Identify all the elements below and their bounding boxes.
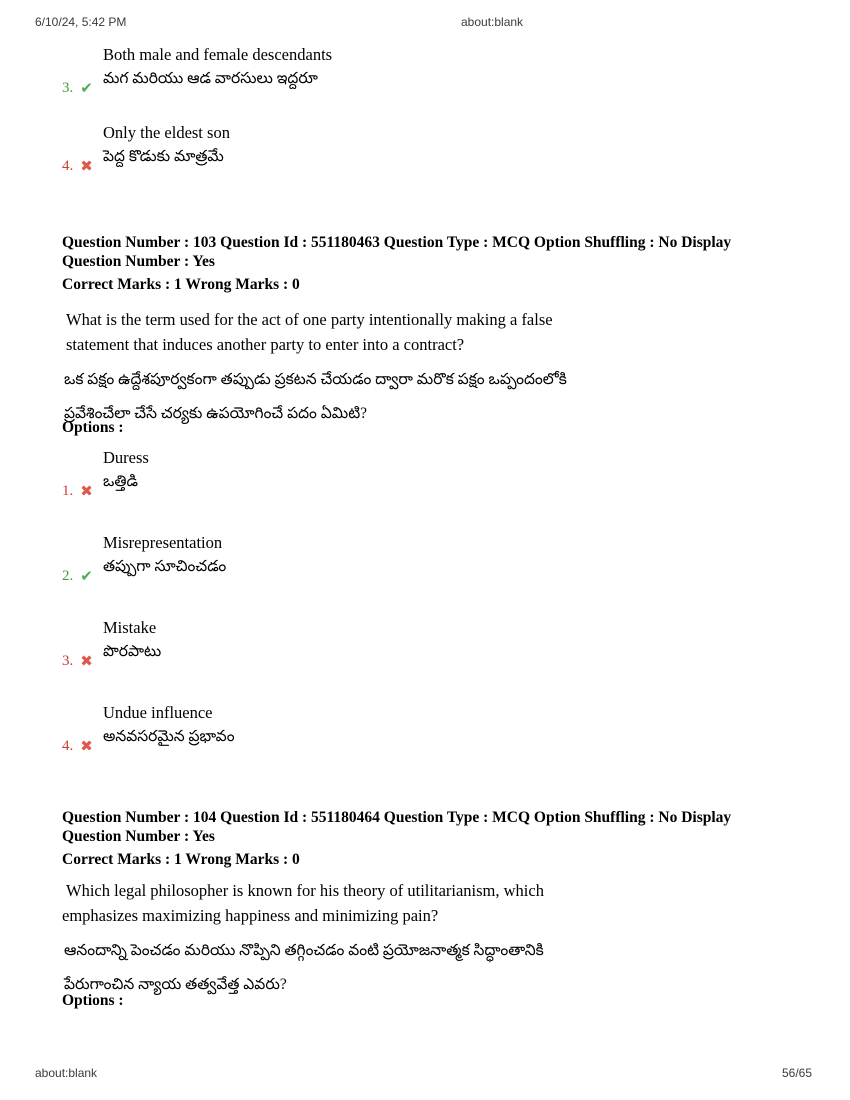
question-english-line2: emphasizes maximizing happiness and minimizing pain? (62, 906, 439, 925)
option-text-telugu: పెద్ద కొడుకు మాత్రమే (103, 148, 224, 165)
question-english-line1: Which legal philosopher is known for his theory of utilitarianism, which (66, 881, 544, 900)
question-english-line2: statement that induces another party to enter into a contract? (66, 335, 465, 354)
option-text-english: Misrepresentation (103, 533, 223, 552)
option-number: 1. (62, 483, 74, 499)
option-text (103, 532, 812, 579)
option-label (62, 738, 103, 755)
option-text-telugu: ఒత్తిడి (103, 473, 138, 490)
option-number: 3. (62, 653, 74, 669)
question-104-meta (62, 809, 812, 870)
wrong-cross-icon: ✖ (80, 652, 93, 670)
question-104-text (62, 878, 812, 996)
question-meta-line1: Question Number : 103 Question Id : 551180463 Question Type : MCQ Option Shuffling : No Display (62, 234, 732, 251)
question-103-meta (62, 234, 812, 295)
question-marks-line: Correct Marks : 1 Wrong Marks : 0 (62, 276, 300, 293)
option-number: 2. (62, 568, 74, 584)
footer-page-number: 56/65 (781, 1066, 812, 1080)
option-number: 4. (62, 158, 74, 174)
header-datetime: 6/10/24, 5:42 PM (35, 15, 127, 29)
question-meta-line2: Question Number : Yes (62, 252, 215, 270)
option-number: 4. (62, 738, 74, 754)
wrong-cross-icon: ✖ (80, 482, 93, 500)
option-3-correct (62, 44, 812, 97)
question-marks-line: Correct Marks : 1 Wrong Marks : 0 (62, 851, 300, 868)
correct-check-icon: ✔ (80, 79, 93, 97)
question-telugu-line1: ఒక పక్షం ఉద్దేశపూర్వకంగా తప్పుడు ప్రకటన చేయడం ద్వారా మరొక పక్షం ఒప్పందంలోకి (64, 371, 567, 388)
option-text-telugu: తప్పుగా సూచించడం (103, 558, 227, 575)
correct-check-icon: ✔ (80, 567, 93, 585)
option-text (103, 617, 812, 664)
option-text-english: Mistake (103, 618, 157, 637)
option-text-english: Both male and female descendants (103, 45, 333, 64)
option-label (62, 158, 103, 175)
wrong-cross-icon: ✖ (80, 157, 93, 175)
option-text (103, 702, 812, 749)
option-text-english: Only the eldest son (103, 123, 230, 142)
question-meta-line1: Question Number : 104 Question Id : 551180464 Question Type : MCQ Option Shuffling : No Display (62, 809, 732, 826)
options-label: Options : (62, 419, 124, 436)
option-text-telugu: మగ మరియు ఆడ వారసులు ఇద్దరూ (103, 70, 318, 87)
option-1-wrong (62, 447, 812, 500)
option-text-telugu: పొరపాటు (103, 643, 162, 660)
question-103-options (62, 447, 812, 787)
question-telugu-line2: పేరుగాంచిన న్యాయ తత్వవేత్త ఎవరు? (64, 976, 287, 993)
option-4-wrong (62, 122, 812, 175)
option-text-telugu: అనవసరమైన ప్రభావం (103, 728, 235, 745)
question-telugu-line2: ప్రవేశించేలా చేసే చర్యకు ఉపయోగించే పదం ఏమిటి? (64, 405, 368, 422)
option-4-wrong (62, 702, 812, 755)
option-2-correct (62, 532, 812, 585)
option-text (103, 447, 812, 494)
option-text (103, 122, 812, 169)
option-text-english: Undue influence (103, 703, 213, 722)
option-label (62, 653, 103, 670)
option-number: 3. (62, 80, 74, 96)
wrong-cross-icon: ✖ (80, 737, 93, 755)
question-103-text (62, 307, 812, 425)
question-english-line1: What is the term used for the act of one party intentionally making a false (66, 310, 553, 329)
previous-question-options (62, 44, 812, 200)
option-3-wrong (62, 617, 812, 670)
question-meta-line2: Question Number : Yes (62, 827, 215, 845)
option-label (62, 568, 103, 585)
option-label (62, 483, 103, 500)
option-label (62, 80, 103, 97)
header-page-title: about:blank (461, 15, 524, 29)
options-label: Options : (62, 992, 124, 1009)
question-telugu-line1: ఆనందాన్ని పెంచడం మరియు నొప్పిని తగ్గించడం వంటి ప్రయోజనాత్మక సిద్ధాంతానికి (64, 942, 544, 959)
footer-url: about:blank (35, 1066, 98, 1080)
option-text (103, 44, 812, 91)
option-text-english: Duress (103, 448, 149, 467)
